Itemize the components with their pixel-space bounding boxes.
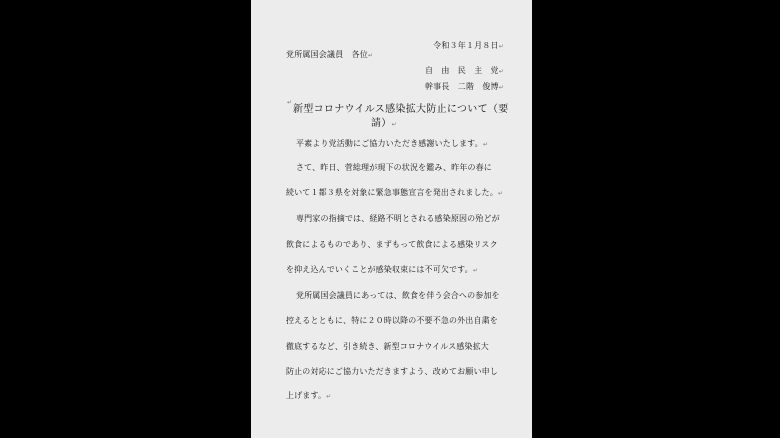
title-line-1: 新型コロナウイルス感染拡大防止について（要 [293,104,509,115]
body-line-8 [286,316,498,326]
sender-org-text: 自 由 民 主 党 [424,66,499,75]
body-text: 上げます。 [286,391,327,400]
sender-name-line [425,82,504,93]
addressee-line [286,50,373,61]
document-title [293,103,509,132]
body-text: さて、昨日、菅総理が現下の状況を鑑み、昨年の春に [296,163,492,172]
document-page [251,0,532,438]
body-text: 平素より党活動にご協力いただき感謝いたします。 [296,139,483,148]
body-line-10 [286,367,498,377]
paragraph-mark: ↵ [287,99,293,106]
body-line-5 [286,240,498,250]
paragraph-mark: ↵ [498,84,504,91]
body-text: を抑え込んでいくことが感染収束には不可欠です。 [286,265,473,274]
paragraph-mark: ↵ [472,267,478,274]
body-line-4 [296,214,500,224]
body-text: 専門家の指摘では、経路不明とされる感染原因の殆どが [296,214,500,223]
body-text: 徹底するなど、引き続き、新型コロナウイルス感染拡大 [286,342,489,351]
body-line-7 [296,291,500,301]
body-line-2 [296,163,492,173]
paragraph-mark: ↵ [498,68,504,75]
date-line [433,41,504,52]
paragraph-mark: ↵ [482,141,488,148]
body-text: 党所属国会議員にあっては、飲食を伴う会合への参加を [296,291,500,300]
body-line-11 [286,391,331,402]
body-text: 続いて１都３県を対象に緊急事態宣言を発出されました。 [286,188,498,197]
date-text: 令和３年１月８日 [433,41,499,50]
title-line-2: 請） [371,118,392,129]
body-text: 控えるとともに、特に２０時以降の不要不急の外出自粛を [286,316,498,325]
paragraph-mark: ↵ [391,121,397,128]
paragraph-mark: ↵ [498,43,504,50]
sender-org-line [425,66,504,77]
body-line-3 [286,188,503,199]
title-line-2-wrap [293,117,509,132]
body-line-6 [286,265,478,276]
sender-name-text: 幹事長 二階 俊博 [424,82,499,91]
body-text: 防止の対応にご協力いただきますよう、改めてお願い申し [286,367,498,376]
paragraph-mark: ↵ [368,52,374,59]
body-line-1 [296,139,488,150]
body-text: 飲食によるものであり、まずもって飲食による感染リスク [286,240,498,249]
addressee-text: 党所属国会議員 各位 [286,50,368,59]
paragraph-mark: ↵ [497,190,504,197]
body-line-9 [286,342,489,352]
paragraph-mark: ↵ [326,393,332,400]
